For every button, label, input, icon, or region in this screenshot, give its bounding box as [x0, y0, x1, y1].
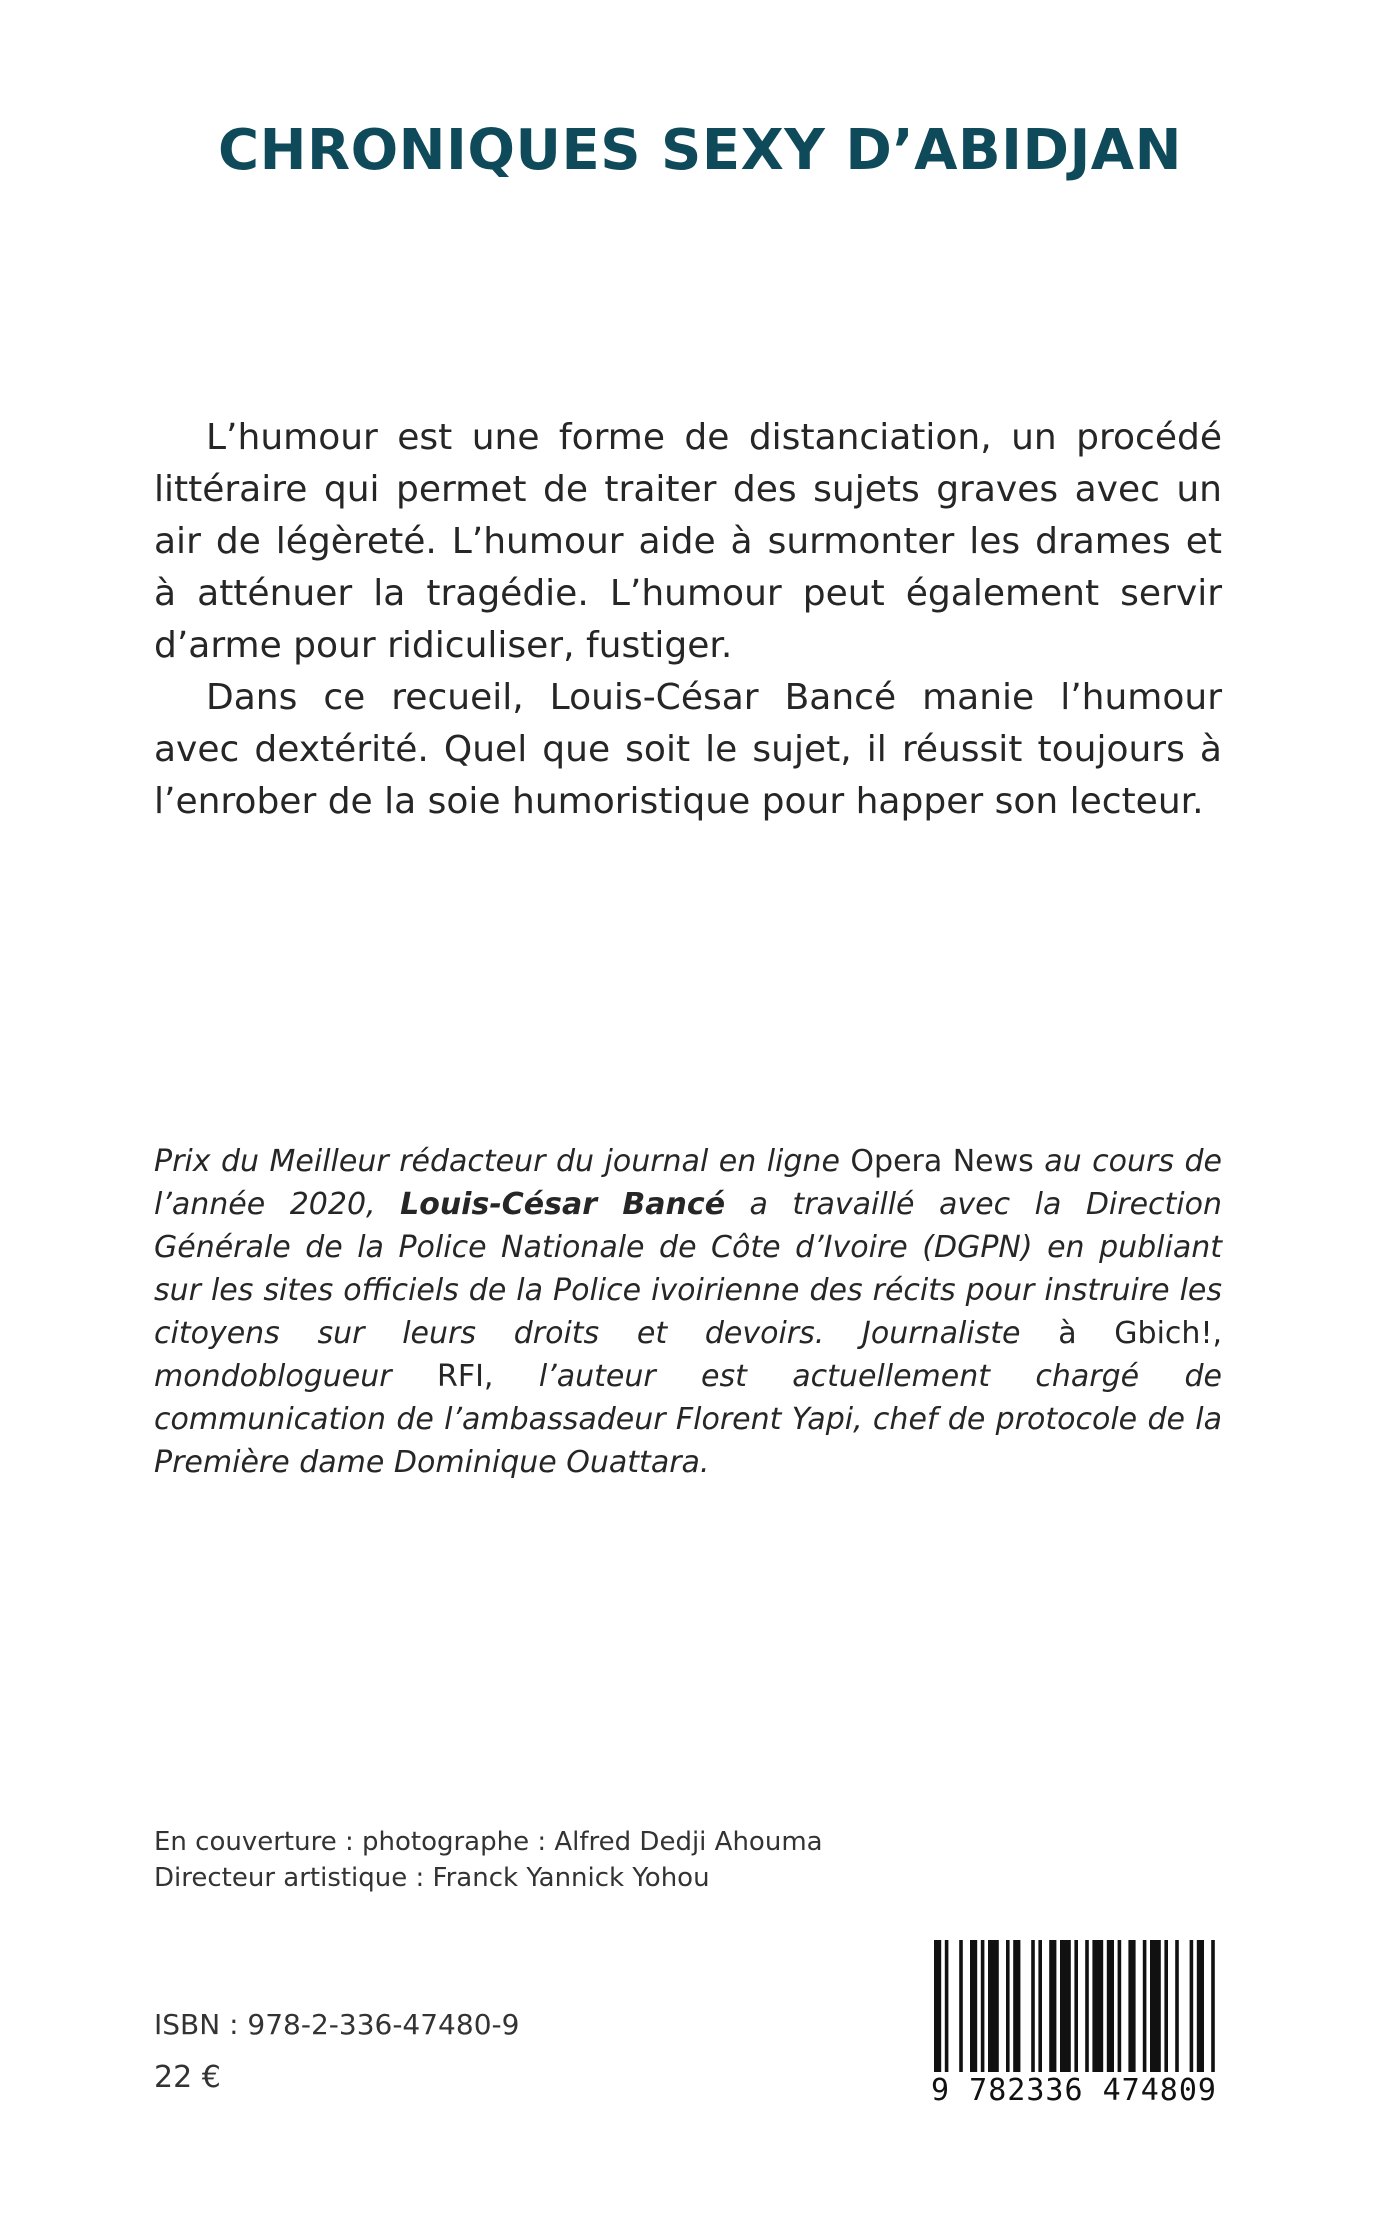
- barcode-bar: [1006, 1940, 1010, 2072]
- barcode-bar: [1013, 1940, 1020, 2072]
- barcode-bar: [1049, 1940, 1056, 2072]
- barcode-bar: [1092, 1940, 1103, 2072]
- isbn: ISBN : 978-2-336-47480-9: [154, 2008, 520, 2041]
- barcode-bar: [1085, 1940, 1089, 2072]
- barcode-bar: [1118, 1940, 1122, 2072]
- cover-credit: En couverture : photographe : Alfred Dedji Ahouma: [154, 1827, 823, 1857]
- barcode-bar: [981, 1940, 985, 2072]
- barcode-bar: [959, 1940, 963, 2072]
- barcode-bar: [1060, 1940, 1071, 2072]
- bio-text: au cours de l’année 2020,: [154, 1144, 1222, 1222]
- bio-text: a travaillé avec la Direction Générale de la Police Nationale de Côte d’Ivoire (DGPN) en publiant sur les sites officiels de la Police ivoirienne des récits pour instruire les citoyens sur leurs droits et devoirs. Journaliste: [154, 1187, 1223, 1351]
- barcode-bar: [934, 1940, 941, 2072]
- bio-publication: RFI,: [436, 1359, 494, 1394]
- barcode-bar: [1211, 1940, 1215, 2072]
- bio-publication: à Gbich!,: [1058, 1316, 1223, 1351]
- bio-author-name: Louis-César Bancé: [400, 1187, 726, 1222]
- barcode-bar: [1190, 1940, 1194, 2072]
- barcode-digits: 9 782336 474809: [924, 2073, 1224, 2108]
- barcode-bar: [988, 1940, 999, 2072]
- art-director-credit: Directeur artistique : Franck Yannick Yohou: [154, 1863, 710, 1893]
- price: 22 €: [154, 2060, 221, 2095]
- bio-text: l’auteur est actuellement chargé de communication de l’ambassadeur Florent Yapi, chef de protocole de la Première dame Dominique Ouattara.: [154, 1359, 1222, 1480]
- barcode-bar: [1038, 1940, 1042, 2072]
- barcode-bar: [1164, 1940, 1168, 2072]
- barcode-bar: [1143, 1940, 1147, 2072]
- barcode-bar: [945, 1940, 949, 2072]
- barcode-bar: [1128, 1940, 1135, 2072]
- barcode-bar: [1031, 1940, 1035, 2072]
- book-title: CHRONIQUES SEXY D’ABIDJAN: [217, 118, 1182, 183]
- barcode-bar: [1074, 1940, 1078, 2072]
- barcode-bar: [970, 1940, 977, 2072]
- blurb-paragraph-2: Dans ce recueil, Louis-César Bancé manie l’humour avec dextérité. Quel que soit le sujet, il réussit toujours à l’enrober de la soie humoristique pour happer son lecteur.: [154, 677, 1222, 822]
- barcode-bar: [1150, 1940, 1161, 2072]
- bio-text: Prix du Meilleur rédacteur du journal en ligne: [154, 1144, 851, 1179]
- barcode-bar: [1175, 1940, 1179, 2072]
- author-bio: [154, 1140, 1222, 1484]
- credits: [154, 1824, 954, 1896]
- barcode-bar: [1197, 1940, 1204, 2072]
- blurb-paragraph-1: L’humour est une forme de distanciation, un procédé littéraire qui permet de traiter des sujets graves avec un air de légèreté. L’humour aide à surmonter les drames et à atténuer la tragédie. L’humour peut également servir d’arme pour ridiculiser, fustiger.: [154, 417, 1222, 666]
- blurb: [154, 412, 1222, 828]
- bio-publication: Opera News: [850, 1144, 1034, 1179]
- bio-text: mondoblogueur: [154, 1359, 437, 1394]
- barcode-bar: [1107, 1940, 1114, 2072]
